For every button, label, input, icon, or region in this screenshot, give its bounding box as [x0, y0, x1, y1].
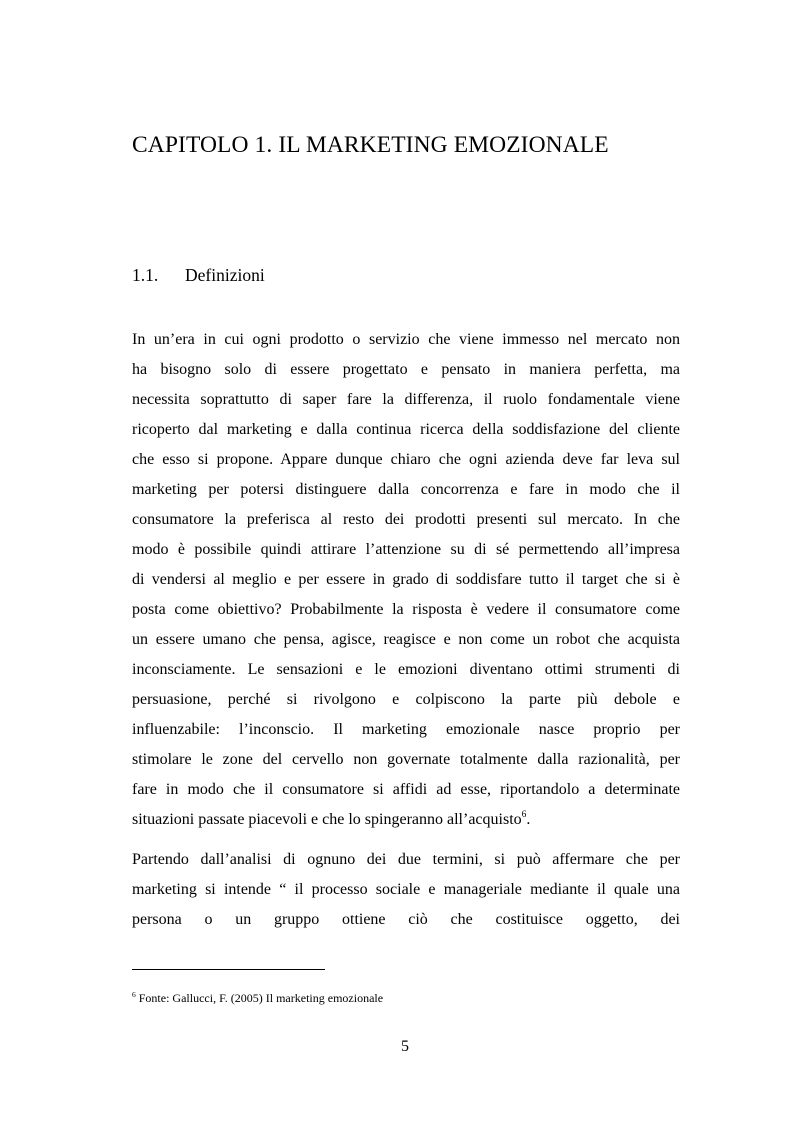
paragraph-line: fare in modo che il consumatore si affidi ad esse, riportandolo a determinate	[132, 781, 680, 798]
footnote-reference[interactable]: 6	[521, 810, 527, 820]
footnote-separator	[132, 969, 325, 970]
paragraph-line: posta come obiettivo? Probabilmente la risposta è vedere il consumatore come	[132, 601, 680, 618]
paragraph-line: ha bisogno solo di essere progettato e pensato in maniera perfetta, ma	[132, 361, 680, 378]
paragraph-line: persona o un gruppo ottiene ciò che costituisce oggetto, dei	[132, 911, 680, 928]
section-number: 1.1.	[132, 265, 159, 285]
paragraph-line: consumatore la preferisca al resto dei prodotti presenti sul mercato. In che	[132, 511, 680, 528]
footnote-text: Fonte: Gallucci, F. (2005) Il marketing emozionale	[135, 991, 384, 1005]
body-paragraph	[132, 845, 680, 935]
chapter-title: CAPITOLO 1. IL MARKETING EMOZIONALE	[132, 132, 609, 158]
paragraph-line: In un’era in cui ogni prodotto o servizio che viene immesso nel mercato non	[132, 331, 680, 348]
paragraph-line: persuasione, perché si rivolgono e colpiscono la parte più debole e	[132, 691, 680, 708]
body-paragraph	[132, 325, 680, 835]
footnote	[132, 991, 383, 1006]
paragraph-line: influenzabile: l’inconscio. Il marketing emozionale nasce proprio per	[132, 721, 680, 738]
section-heading	[132, 265, 265, 286]
page-number: 5	[401, 1038, 409, 1055]
section-title: Definizioni	[185, 265, 265, 285]
paragraph-line: modo è possibile quindi attirare l’attenzione su di sé permettendo all’impresa	[132, 541, 680, 558]
paragraph-line: marketing per potersi distinguere dalla concorrenza e fare in modo che il	[132, 481, 680, 498]
paragraph-line	[132, 805, 680, 835]
paragraph-line: di vendersi al meglio e per essere in grado di soddisfare tutto il target che si è	[132, 571, 680, 588]
paragraph-line: Partendo dall’analisi di ognuno dei due termini, si può affermare che per	[132, 851, 680, 868]
paragraph-line: necessita soprattutto di saper fare la differenza, il ruolo fondamentale viene	[132, 391, 680, 408]
paragraph-line-text: situazioni passate piacevoli e che lo spingeranno all’acquisto	[132, 811, 522, 828]
paragraph-line: inconsciamente. Le sensazioni e le emozioni diventano ottimi strumenti di	[132, 661, 680, 678]
paragraph-line: un essere umano che pensa, agisce, reagisce e non come un robot che acquista	[132, 631, 680, 648]
footnote-marker: 6	[132, 990, 136, 999]
paragraph-line: che esso si propone. Appare dunque chiaro che ogni azienda deve far leva sul	[132, 451, 680, 468]
paragraph-line: stimolare le zone del cervello non governate totalmente dalla razionalità, per	[132, 751, 680, 768]
paragraph-line: ricoperto dal marketing e dalla continua ricerca della soddisfazione del cliente	[132, 421, 680, 438]
paragraph-line: marketing si intende “ il processo sociale e manageriale mediante il quale una	[132, 881, 680, 898]
paragraph-end-punctuation: .	[526, 811, 531, 828]
